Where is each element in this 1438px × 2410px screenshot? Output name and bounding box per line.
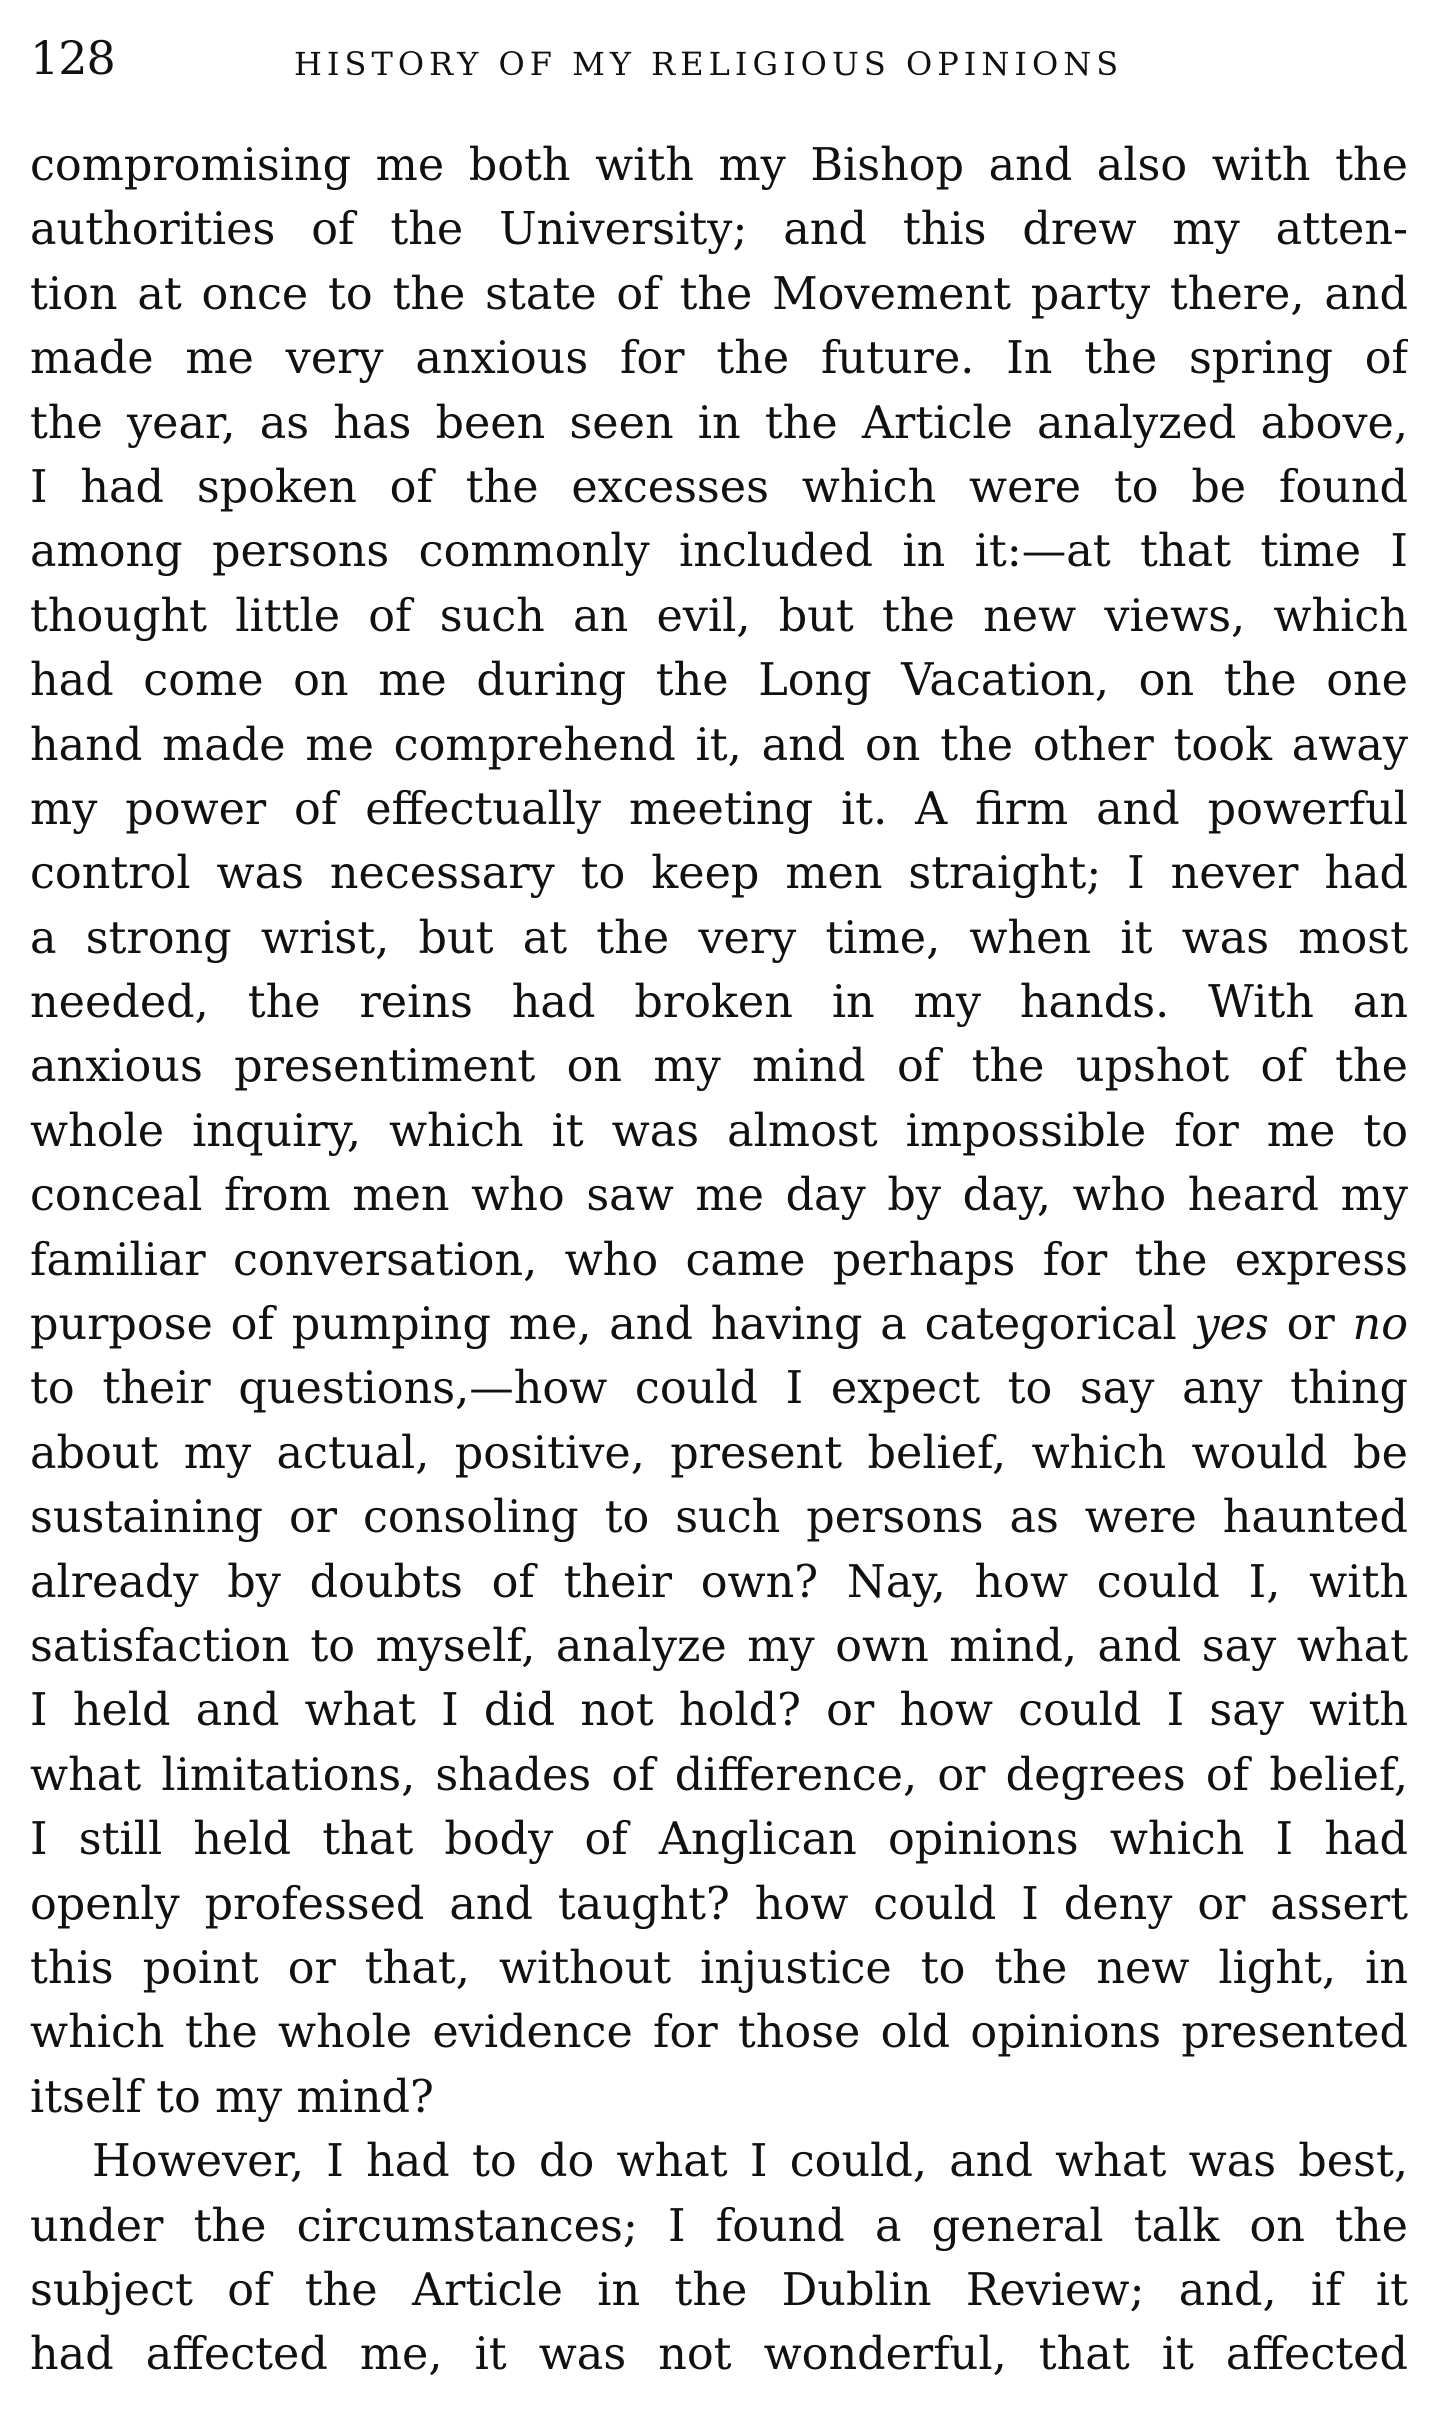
text-line: had come on me during the Long Vacation, on the one <box>30 655 1408 707</box>
text-line: conceal from men who saw me day by day, who heard my <box>30 1170 1408 1222</box>
text-line: my power of effectually meeting it. A firm and powerful <box>30 783 1408 835</box>
paragraph-start-line: However, I had to do what I could, and what was best, <box>92 2136 1408 2188</box>
text-line: the year, as has been seen in the Article analyzed above, <box>30 397 1408 449</box>
text-run: or <box>1268 1299 1353 1351</box>
text-line: whole inquiry, which it was almost impossible for me to <box>30 1105 1408 1157</box>
text-line: satisfaction to myself, analyze my own mind, and say what <box>30 1620 1408 1672</box>
text-line: familiar conversation, who came perhaps for the express <box>30 1234 1408 1286</box>
text-line: had affected me, it was not wonderful, that it affected <box>30 2329 1408 2381</box>
text-line: a strong wrist, but at the very time, when it was most <box>30 912 1408 964</box>
text-line: to their questions,—how could I expect to say any thing <box>30 1363 1408 1415</box>
text-line: hand made me comprehend it, and on the other took away <box>30 719 1408 771</box>
text-run: purpose of pumping me, and having a categorical <box>30 1299 1195 1351</box>
text-line: this point or that, without injustice to the new light, in <box>30 1942 1408 1994</box>
text-line: what limitations, shades of difference, or degrees of belief, <box>30 1749 1408 1801</box>
text-line: I held and what I did not hold? or how could I say with <box>30 1685 1408 1737</box>
text-line: I still held that body of Anglican opinions which I had <box>30 1814 1408 1866</box>
running-title: HISTORY OF MY RELIGIOUS OPINIONS <box>294 45 1124 83</box>
text-line: subject of the Article in the Dublin Review; and, if it <box>30 2264 1408 2316</box>
text-line: authorities of the University; and this drew my atten- <box>30 204 1408 256</box>
text-line: which the whole evidence for those old opinions presented <box>30 2007 1408 2059</box>
italic-word-yes: yes <box>1194 1299 1269 1351</box>
text-line: already by doubts of their own? Nay, how could I, with <box>30 1556 1408 1608</box>
text-line-with-italics <box>30 1293 1408 1357</box>
text-line: compromising me both with my Bishop and also with the <box>30 140 1408 191</box>
text-line: control was necessary to keep men straight; I never had <box>30 848 1408 900</box>
text-line: tion at once to the state of the Movement party there, and <box>30 268 1408 320</box>
text-line: needed, the reins had broken in my hands. With an <box>30 977 1408 1029</box>
paragraph-end-line: itself to my mind? <box>30 2071 434 2123</box>
text-line: about my actual, positive, present belief, which would be <box>30 1427 1408 1479</box>
page-number: 128 <box>30 31 115 85</box>
text-line: openly professed and taught? how could I deny or assert <box>30 1878 1408 1930</box>
running-head <box>30 24 1415 104</box>
text-line: among persons commonly included in it:—at that time I <box>30 526 1408 578</box>
text-line: I had spoken of the excesses which were to be found <box>30 461 1408 513</box>
text-line: under the circumstances; I found a general talk on the <box>30 2200 1408 2252</box>
text-line: thought little of such an evil, but the new views, which <box>30 590 1408 642</box>
text-line: anxious presentiment on my mind of the upshot of the <box>30 1041 1408 1093</box>
text-line: made me very anxious for the future. In the spring of <box>30 333 1408 385</box>
italic-word-no: no <box>1352 1299 1408 1351</box>
text-line: sustaining or consoling to such persons as were haunted <box>30 1492 1408 1544</box>
body-text <box>30 134 1408 2388</box>
